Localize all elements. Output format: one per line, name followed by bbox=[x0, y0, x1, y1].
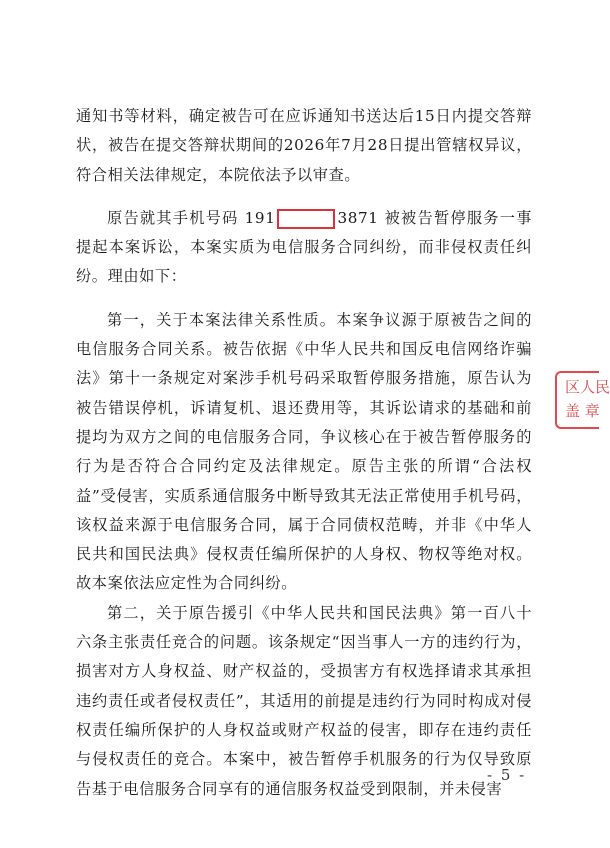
seal-text-line-1: 区人民 bbox=[565, 378, 610, 396]
phone-number-prefix: 原告就其手机号码 191 bbox=[107, 208, 276, 227]
court-seal-stamp bbox=[555, 371, 610, 429]
seal-text-line-2: 盖 章 bbox=[565, 402, 600, 420]
document-body bbox=[76, 102, 532, 804]
paragraph-3: 第一，关于本案法律关系性质。本案争议源于原被告之间的电信服务合同关系。被告依据《中华人民共和国反电信网络诈骗法》第十一条规定对案涉手机号码采取暂停服务措施，原告认为被告错误停机，诉请复机、退还费用等，其诉讼请求的基础和前提均为双方之间的电信服务合同，争议核心在于被告暂停服务的行为是否符合合同约定及法律规定。原告主张的所谓“合法权益”受侵害，实质系通信服务中断导致其无法正常使用手机号码，该权益来源于电信服务合同，属于合同债权范畴，并非《中华人民共和国民法典》侵权责任编所保护的人身权、物权等绝对权。故本案依法应定性为合同纠纷。 bbox=[76, 310, 532, 593]
phone-number-suffix-and-text: 3871 被被告暂停服务一事提起本案诉讼，本案实质为电信服务合同纠纷，而非侵权责任纠纷。理由如下： bbox=[76, 208, 532, 286]
paragraph-1: 通知书等材料，确定被告可在应诉通知书送达后15日内提交答辩状，被告在提交答辩状期间的2026年7月28日提出管辖权异议，符合相关法律规定，本院依法予以审查。 bbox=[76, 107, 532, 184]
page-number: - 5 - bbox=[487, 766, 527, 784]
paragraph-4: 第二，关于原告援引《中华人民共和国民法典》第一百八十六条主张责任竞合的问题。该条规定“因当事人一方的违约行为，损害对方人身权益、财产权益的，受损害方有权选择请求其承担违约责任或者侵权责任”，其适用的前提是违约行为同时构成对侵权责任编所保护的人身权益或财产权益的侵害，即存在违约责任与侵权责任的竞合。本案中，被告暂停手机服务的行为仅导致原告基于电信服务合同享有的通信服务权益受到限制，并未侵害 bbox=[76, 603, 532, 798]
paragraph-spacer bbox=[76, 190, 532, 204]
paragraph-2 bbox=[76, 204, 532, 292]
paragraph-spacer bbox=[76, 292, 532, 306]
redaction-box bbox=[277, 209, 335, 229]
